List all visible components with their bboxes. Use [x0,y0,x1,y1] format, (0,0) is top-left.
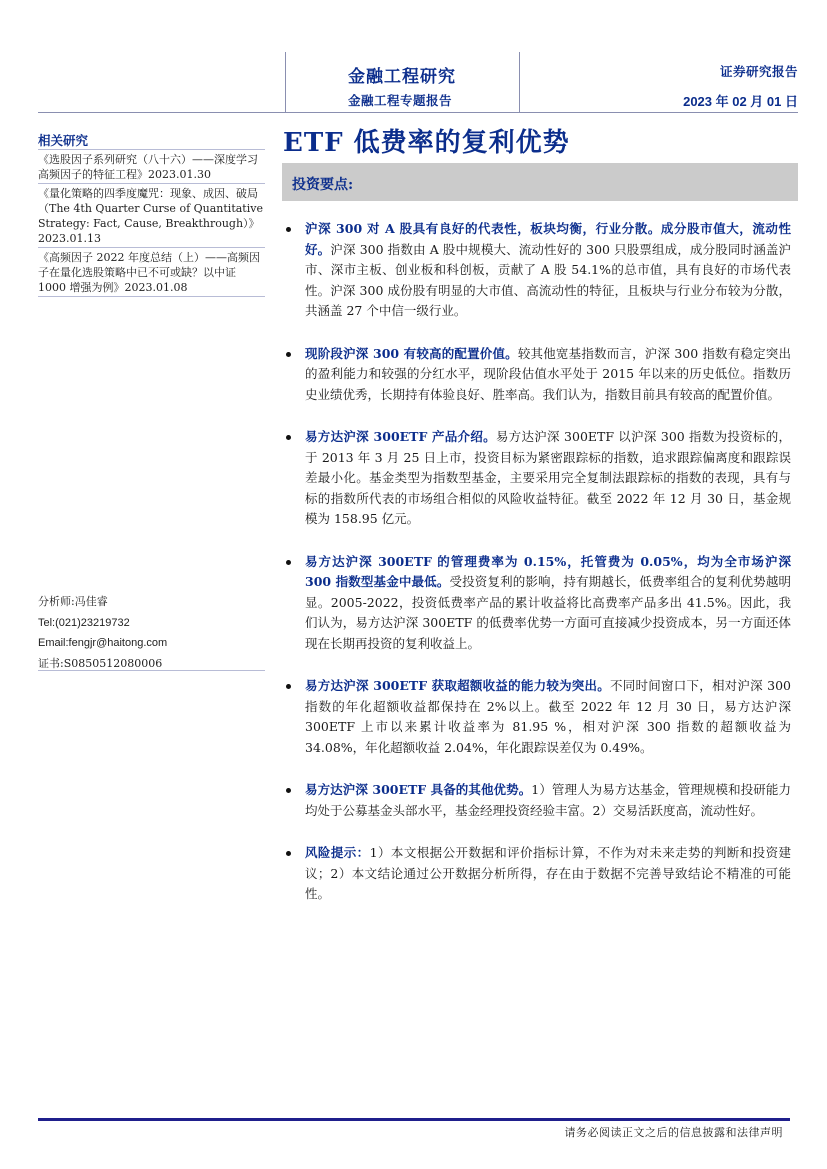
key-point-lead: 易方达沪深 300ETF 具备的其他优势。 [305,782,532,797]
related-research-title: 相关研究 [38,133,89,148]
report-date: 2023 年 02 月 01 日 [683,94,798,109]
bullet-icon [286,352,291,357]
key-point [283,843,791,905]
related-item-text: 《选股因子系列研究（八十六）——深度学习高频因子的特征工程》2023.01.30 [38,153,258,181]
bullet-icon [286,560,291,565]
analyst-cert: 证书:S0850512080006 [38,656,163,670]
related-item-text: 《量化策略的四季度魔咒：现象、成因、破局（The 4th Quarter Curse of Quantitative Strategy: Fact, Cause, Breakthrough）》2023.01.13 [38,187,263,245]
analyst-name: 分析师:冯佳睿 [38,595,108,608]
key-point-body: 易方达沪深 300ETF 以沪深 300 指数为投资标的，于 2013 年 3 月 25 日上市，投资目标为紧密跟踪标的指数，追求跟踪偏离度和跟踪误差最小化。基金类型为指数型基金，主要采用完全复制法跟踪标的指数的表现，具有与标的指数所代表的市场组合相似的风险收益特征。截至 2022 年 12 月 30 日，基金规模为 158.95 亿元。 [305,429,791,526]
series-subtitle: 金融工程专题报告 [348,93,453,108]
related-item[interactable] [38,247,265,297]
header-divider-middle [519,52,520,112]
key-point-body: 沪深 300 指数由 A 股中规模大、流动性好的 300 只股票组成，成分股同时涵盖沪市、深市主板、创业板和科创板，贡献了 A 股 54.1%的总市值，具有良好的市场代表性。沪深 300 成份股有明显的大市值、高流动性的特征，且板块与行业分布较为分散，共涵盖 27 个中信一级行业。 [305,241,791,318]
key-point-lead: 沪深 300 对 A 股具有良好的代表性，板块均衡，行业分散。成分股市值大，流动性好。 [305,221,791,257]
key-points-bar [282,163,798,201]
key-point-body: 不同时间窗口下，相对沪深 300 指数的年化超额收益都保持在 2%以上。截至 2022 年 12 月 30 日，易方达沪深 300ETF 上市以来累计收益率为 81.95 %，相对沪深 300 指数的超额收益为 34.08%，年化超额收益 2.04%，年化跟踪误差仅为 0.49%。 [305,678,791,755]
analyst-info [38,592,265,674]
footer-disclaimer[interactable]: 请务必阅读正文之后的信息披露和法律声明 [564,1126,783,1139]
header-divider-left [285,52,286,112]
key-point [283,676,791,758]
related-item-text: 《高频因子 2022 年度总结（上）——高频因子在量化选股策略中已不可或缺？以中证 1000 增强为例》2023.01.08 [38,251,260,294]
series-title: 金融工程研究 [348,67,456,87]
key-point-lead: 易方达沪深 300ETF 的管理费率为 0.15%，托管费为 0.05%，均为全市场沪深 300 指数型基金中最低。 [305,553,791,589]
key-point-body: 较其他宽基指数而言，沪深 300 指数有稳定突出的盈利能力和较强的分红水平，现阶段估值水平处于 2015 年以来的历史低位。指数历史业绩优秀，长期持有体验良好、胜率高。我们认为，指数目前具有较高的配置价值。 [305,345,791,402]
bullet-icon [286,435,291,440]
bullet-icon [286,788,291,793]
key-points-list [283,219,791,905]
key-point-body: 1）管理人为易方达基金，管理规模和投研能力均处于公募基金头部水平，基金经理投资经验丰富。2）交易活跃度高，流动性好。 [305,782,791,818]
key-point-body: 1）本文根据公开数据和评价指标计算，不作为对未来走势的判断和投资建议；2）本文结论通过公开数据分析所得，存在由于数据不完善导致结论不精准的可能性。 [305,845,791,901]
related-item[interactable] [38,149,265,183]
key-point-lead: 现阶段沪深 300 有较高的配置价值。 [305,345,518,361]
key-point [283,427,791,530]
analyst-tel: Tel:(021)23219732 [38,616,130,629]
key-point [283,344,791,406]
footer-rule [38,1118,790,1121]
key-point-body: 受投资复利的影响，持有期越长，低费率组合的复利优势越明显。2005-2022，投资低费率产品的累计收益将比高费率产品多出 41.5%。因此，我们认为，易方达沪深 300ETF 的低费率优势一方面可直接减少投资成本，另一方面还体现在长期再投资的复利收益上。 [305,574,791,651]
key-points-label: 投资要点: [292,177,354,193]
key-point [283,780,791,821]
key-point [283,219,791,322]
key-point [283,552,791,655]
report-type: 证券研究报告 [719,64,798,79]
report-title: ETF 低费率的复利优势 [283,128,570,158]
related-item[interactable] [38,183,265,247]
bullet-icon [286,851,291,856]
key-point-lead: 易方达沪深 300ETF 产品介绍。 [305,429,496,444]
key-point-lead: 风险提示： [305,845,370,860]
bullet-icon [286,227,291,232]
header-bottom-rule [38,112,798,113]
key-point-lead: 易方达沪深 300ETF 获取超额收益的能力较为突出。 [305,678,611,693]
analyst-bottom-rule [38,670,265,671]
related-research [38,132,265,297]
bullet-icon [286,684,291,689]
analyst-email[interactable]: Email:fengjr@haitong.com [38,637,168,649]
